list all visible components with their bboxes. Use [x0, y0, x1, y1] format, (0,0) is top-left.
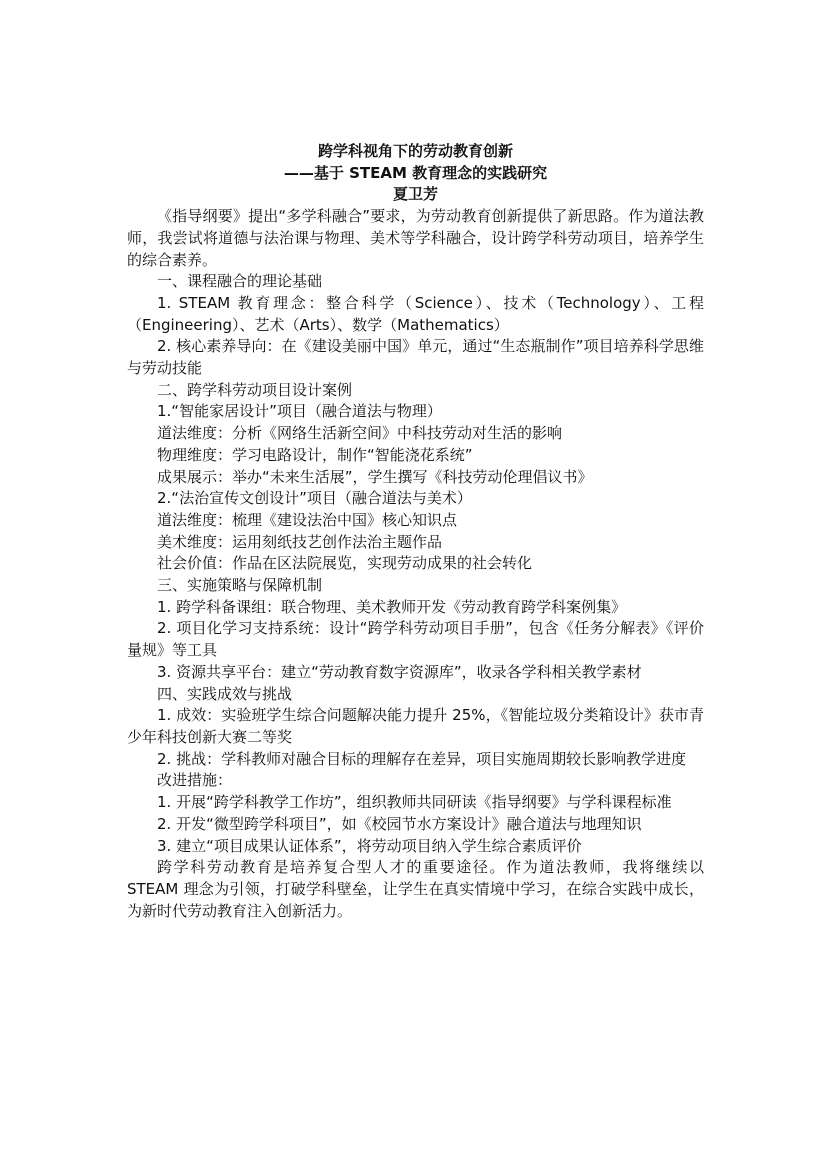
improvement-heading: 改进措施： — [157, 771, 233, 790]
case-heading-law-design: 2.“法治宣传文创设计”项目（融合道法与美术） — [157, 489, 472, 508]
paragraph-art-dimension: 美术维度：运用刻纸技艺创作法治主题作品 — [157, 532, 443, 551]
paragraph-strategy-1: 1. 跨学科备课组：联合物理、美术教师开发《劳动教育跨学科案例集》 — [157, 597, 627, 616]
document-subtitle: ——基于 STEAM 教育理念的实践研究 — [283, 163, 548, 182]
paragraph-physics-dimension: 物理维度：学习电路设计，制作“智能浇花系统” — [157, 445, 473, 464]
paragraph-law-dimension-2: 道法维度：梳理《建设法治中国》核心知识点 — [157, 510, 458, 529]
paragraph-improvement-2: 2. 开发“微型跨学科项目”，如《校园节水方案设计》融合道法与地理知识 — [157, 814, 642, 833]
section-heading-3: 三、实施策略与保障机制 — [157, 576, 323, 595]
document-body — [127, 141, 704, 922]
paragraph-social-value: 社会价值：作品在区法院展览，实现劳动成果的社会转化 — [157, 554, 533, 573]
paragraph-strategy-3: 3. 资源共享平台：建立“劳动教育数字资源库”，收录各学科相关教学素材 — [157, 662, 642, 681]
paragraph-challenge: 2. 挑战：学科教师对融合目标的理解存在差异，项目实施周期较长影响教学进度 — [157, 749, 687, 768]
paragraph-steam-concept: 1. STEAM 教育理念：整合科学（Science）、技术（Technology）、工程（Engineering）、艺术（Arts）、数学（Mathematics） — [127, 293, 704, 334]
paragraph-result-display: 成果展示：举办“未来生活展”，学生撰写《科技劳动伦理倡议书》 — [157, 467, 593, 486]
conclusion-paragraph: 跨学科劳动教育是培养复合型人才的重要途径。作为道法教师，我将继续以 STEAM 理念为引领，打破学科壁垒，让学生在真实情境中学习，在综合实践中成长，为新时代劳动教育注入创新活力。 — [127, 858, 704, 920]
paragraph-improvement-3: 3. 建立“项目成果认证体系”，将劳动项目纳入学生综合素质评价 — [157, 836, 582, 855]
paragraph-strategy-2: 2. 项目化学习支持系统：设计“跨学科劳动项目手册”，包含《任务分解表》《评价量规》等工具 — [127, 619, 704, 660]
document-author: 夏卫芳 — [392, 185, 438, 204]
document-title: 跨学科视角下的劳动教育创新 — [317, 142, 513, 160]
intro-paragraph: 《指导纲要》提出“多学科融合”要求，为劳动教育创新提供了新思路。作为道法教师，我尝试将道德与法治课与物理、美术等学科融合，设计跨学科劳动项目，培养学生的综合素养。 — [127, 207, 704, 269]
paragraph-law-dimension-1: 道法维度：分析《网络生活新空间》中科技劳动对生活的影响 — [157, 424, 563, 443]
case-heading-smart-home: 1.“智能家居设计”项目（融合道法与物理） — [157, 402, 442, 421]
paragraph-effect: 1. 成效：实验班学生综合问题解决能力提升 25%，《智能垃圾分类箱设计》获市青少年科技创新大赛二等奖 — [127, 706, 704, 746]
paragraph-improvement-1: 1. 开展“跨学科教学工作坊”，组织教师共同研读《指导纲要》与学科课程标准 — [157, 793, 672, 812]
section-heading-2: 二、跨学科劳动项目设计案例 — [157, 380, 353, 399]
section-heading-1: 一、课程融合的理论基础 — [157, 272, 323, 291]
section-heading-4: 四、实践成效与挑战 — [157, 684, 293, 703]
paragraph-core-literacy: 2. 核心素养导向：在《建设美丽中国》单元，通过“生态瓶制作”项目培养科学思维与劳动技能 — [127, 337, 704, 378]
